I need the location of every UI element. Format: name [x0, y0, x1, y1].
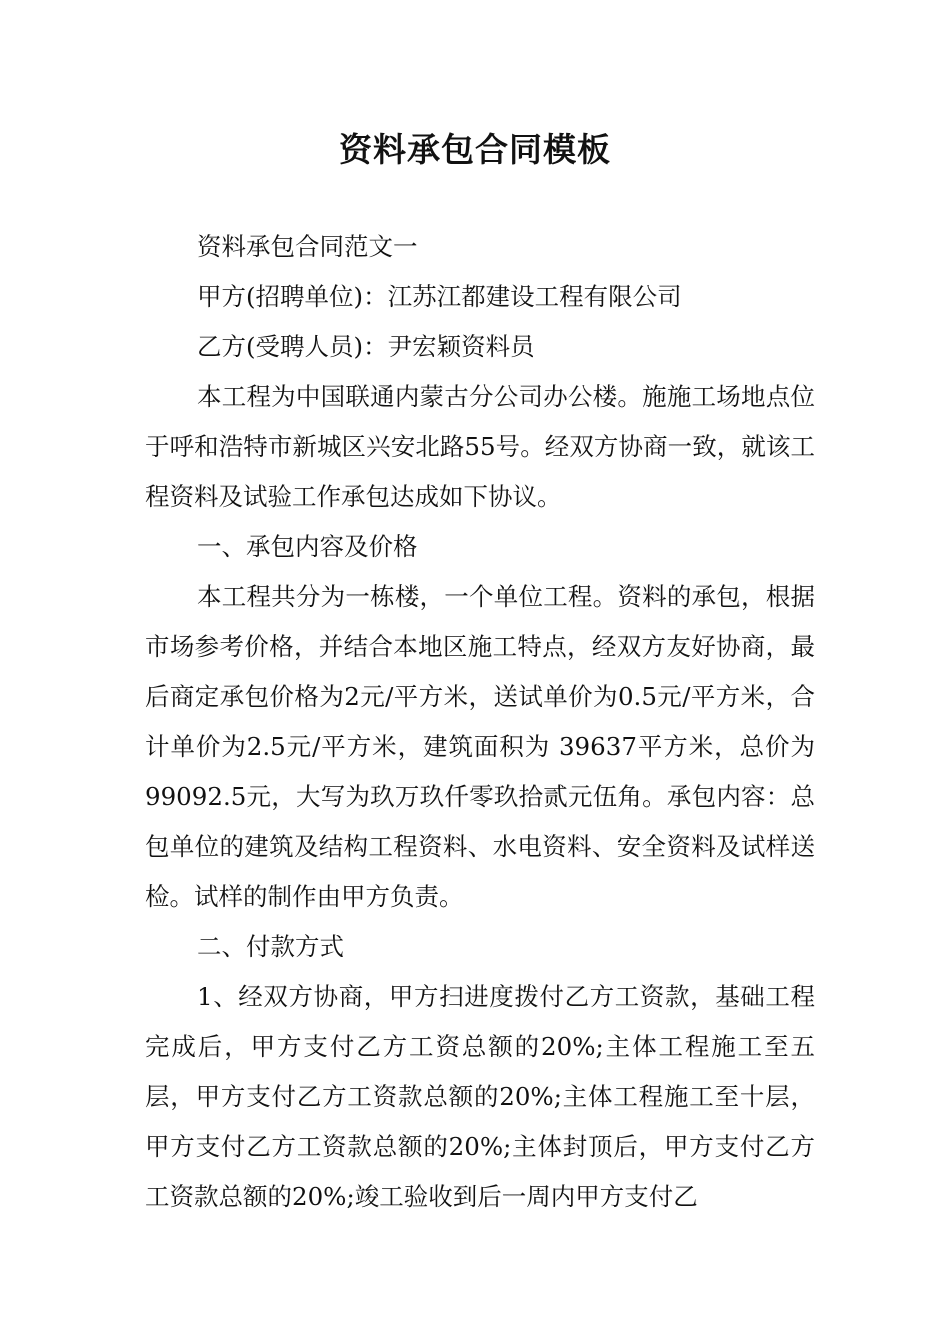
- paragraph-project-intro: 本工程为中国联通内蒙古分公司办公楼。施施工场地点位于呼和浩特市新城区兴安北路55号。经双方协商一致，就该工程资料及试验工作承包达成如下协议。: [145, 382, 815, 511]
- section-heading-contract-content: 一、承包内容及价格: [197, 532, 418, 561]
- document-body: [145, 222, 815, 1222]
- paragraph-party-a: 甲方(招聘单位)：江苏江都建设工程有限公司: [197, 282, 682, 311]
- paragraph-subtitle: 资料承包合同范文一: [197, 232, 418, 261]
- paragraph-payment-terms: 1、经双方协商，甲方扫进度拨付乙方工资款，基础工程完成后，甲方支付乙方工资总额的20%;主体工程施工至五层，甲方支付乙方工资款总额的20%;主体工程施工至十层，甲方支付乙方工资款总额的20%;主体封顶后，甲方支付乙方工资款总额的20%;竣工验收到后一周内甲方支付乙: [145, 982, 815, 1211]
- paragraph-party-b: 乙方(受聘人员)：尹宏颖资料员: [197, 332, 535, 361]
- section-heading-payment: 二、付款方式: [197, 932, 344, 961]
- paragraph-contract-content: 本工程共分为一栋楼，一个单位工程。资料的承包，根据市场参考价格，并结合本地区施工特点，经双方友好协商，最后商定承包价格为2元/平方米，送试单价为0.5元/平方米，合计单价为2.5元/平方米，建筑面积为 39637平方米，总价为99092.5元，大写为玖万玖仟零玖拾贰元伍角。承包内容：总包单位的建筑及结构工程资料、水电资料、安全资料及试样送检。试样的制作由甲方负责。: [145, 582, 815, 911]
- document-title: 资料承包合同模板: [339, 130, 611, 169]
